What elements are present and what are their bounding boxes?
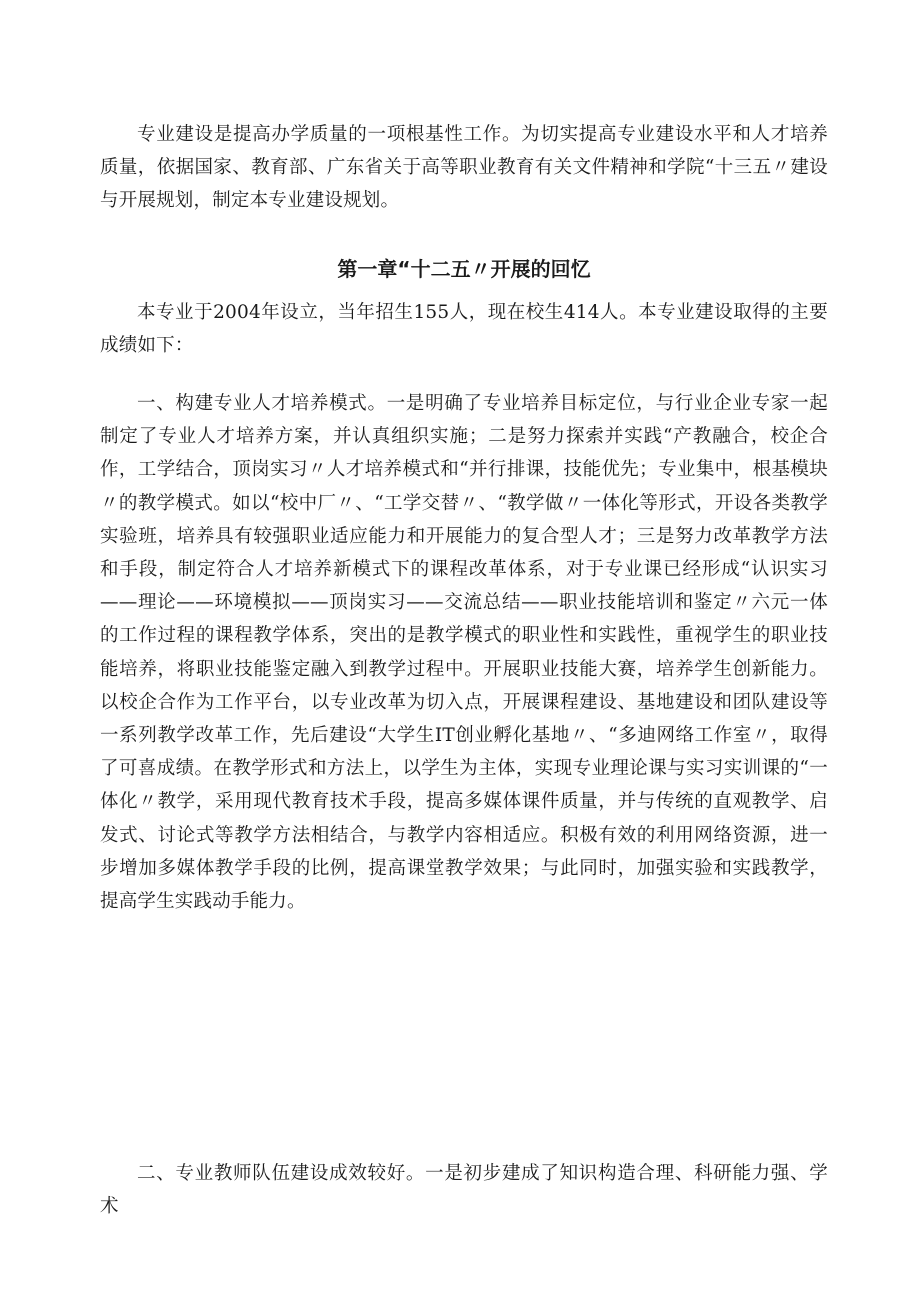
section-1-paragraph: 一、构建专业人才培养模式。一是明确了专业培养目标定位，与行业企业专家一起制定了专业人才培养方案，并认真组织实施；二是努力探索并实践“产教融合，校企合作，工学结合，顶岗实习〃人才培养模式和“并行排课，技能优先；专业集中，根基模块〃的教学模式。如以“校中厂〃、“工学交替〃、“教学做〃一体化等形式，开设各类教学实验班，培养具有较强职业适应能力和开展能力的复合型人才；三是努力改革教学方法和手段，制定符合人才培养新模式下的课程改革体系，对于专业课已经形成“认识实习——理论——环境模拟——顶岗实习——交流总结——职业技能培训和鉴定〃六元一体的工作过程的课程教学体系，突出的是教学模式的职业性和实践性，重视学生的职业技能培养，将职业技能鉴定融入到教学过程中。开展职业技能大赛，培养学生创新能力。以校企合作为工作平台，以专业改革为切入点，开展课程建设、基地建设和团队建设等一系列教学改革工作，先后建设“大学生IT创业孵化基地〃、“多迪网络工作室〃，取得了可喜成绩。在教学形式和方法上，以学生为主体，实现专业理论课与实习实训课的“一体化〃教学，采用现代教育技术手段，提高多媒体课件质量，并与传统的直观教学、启发式、讨论式等教学方法相结合，与教学内容相适应。积极有效的利用网络资源，进一步增加多媒体教学手段的比例，提高课堂教学效果；与此同时，加强实验和实践教学，提高学生实践动手能力。 bbox=[100, 393, 828, 913]
chapter-title: 第一章“十二五〃开展的回忆 bbox=[337, 257, 591, 281]
intro-paragraph: 专业建设是提高办学质量的一项根基性工作。为切实提高专业建设水平和人才培养质量，依据国家、教育部、广东省关于高等职业教育有关文件精神和学院“十三五〃建设与开展规划，制定本专业建设规划。 bbox=[100, 124, 828, 212]
section-2-paragraph: 二、专业教师队伍建设成效较好。一是初步建成了知识构造合理、科研能力强、学术 bbox=[100, 1163, 828, 1218]
summary-paragraph: 本专业于2004年设立，当年招生155人，现在校生414人。本专业建设取得的主要成绩如下： bbox=[100, 302, 828, 357]
